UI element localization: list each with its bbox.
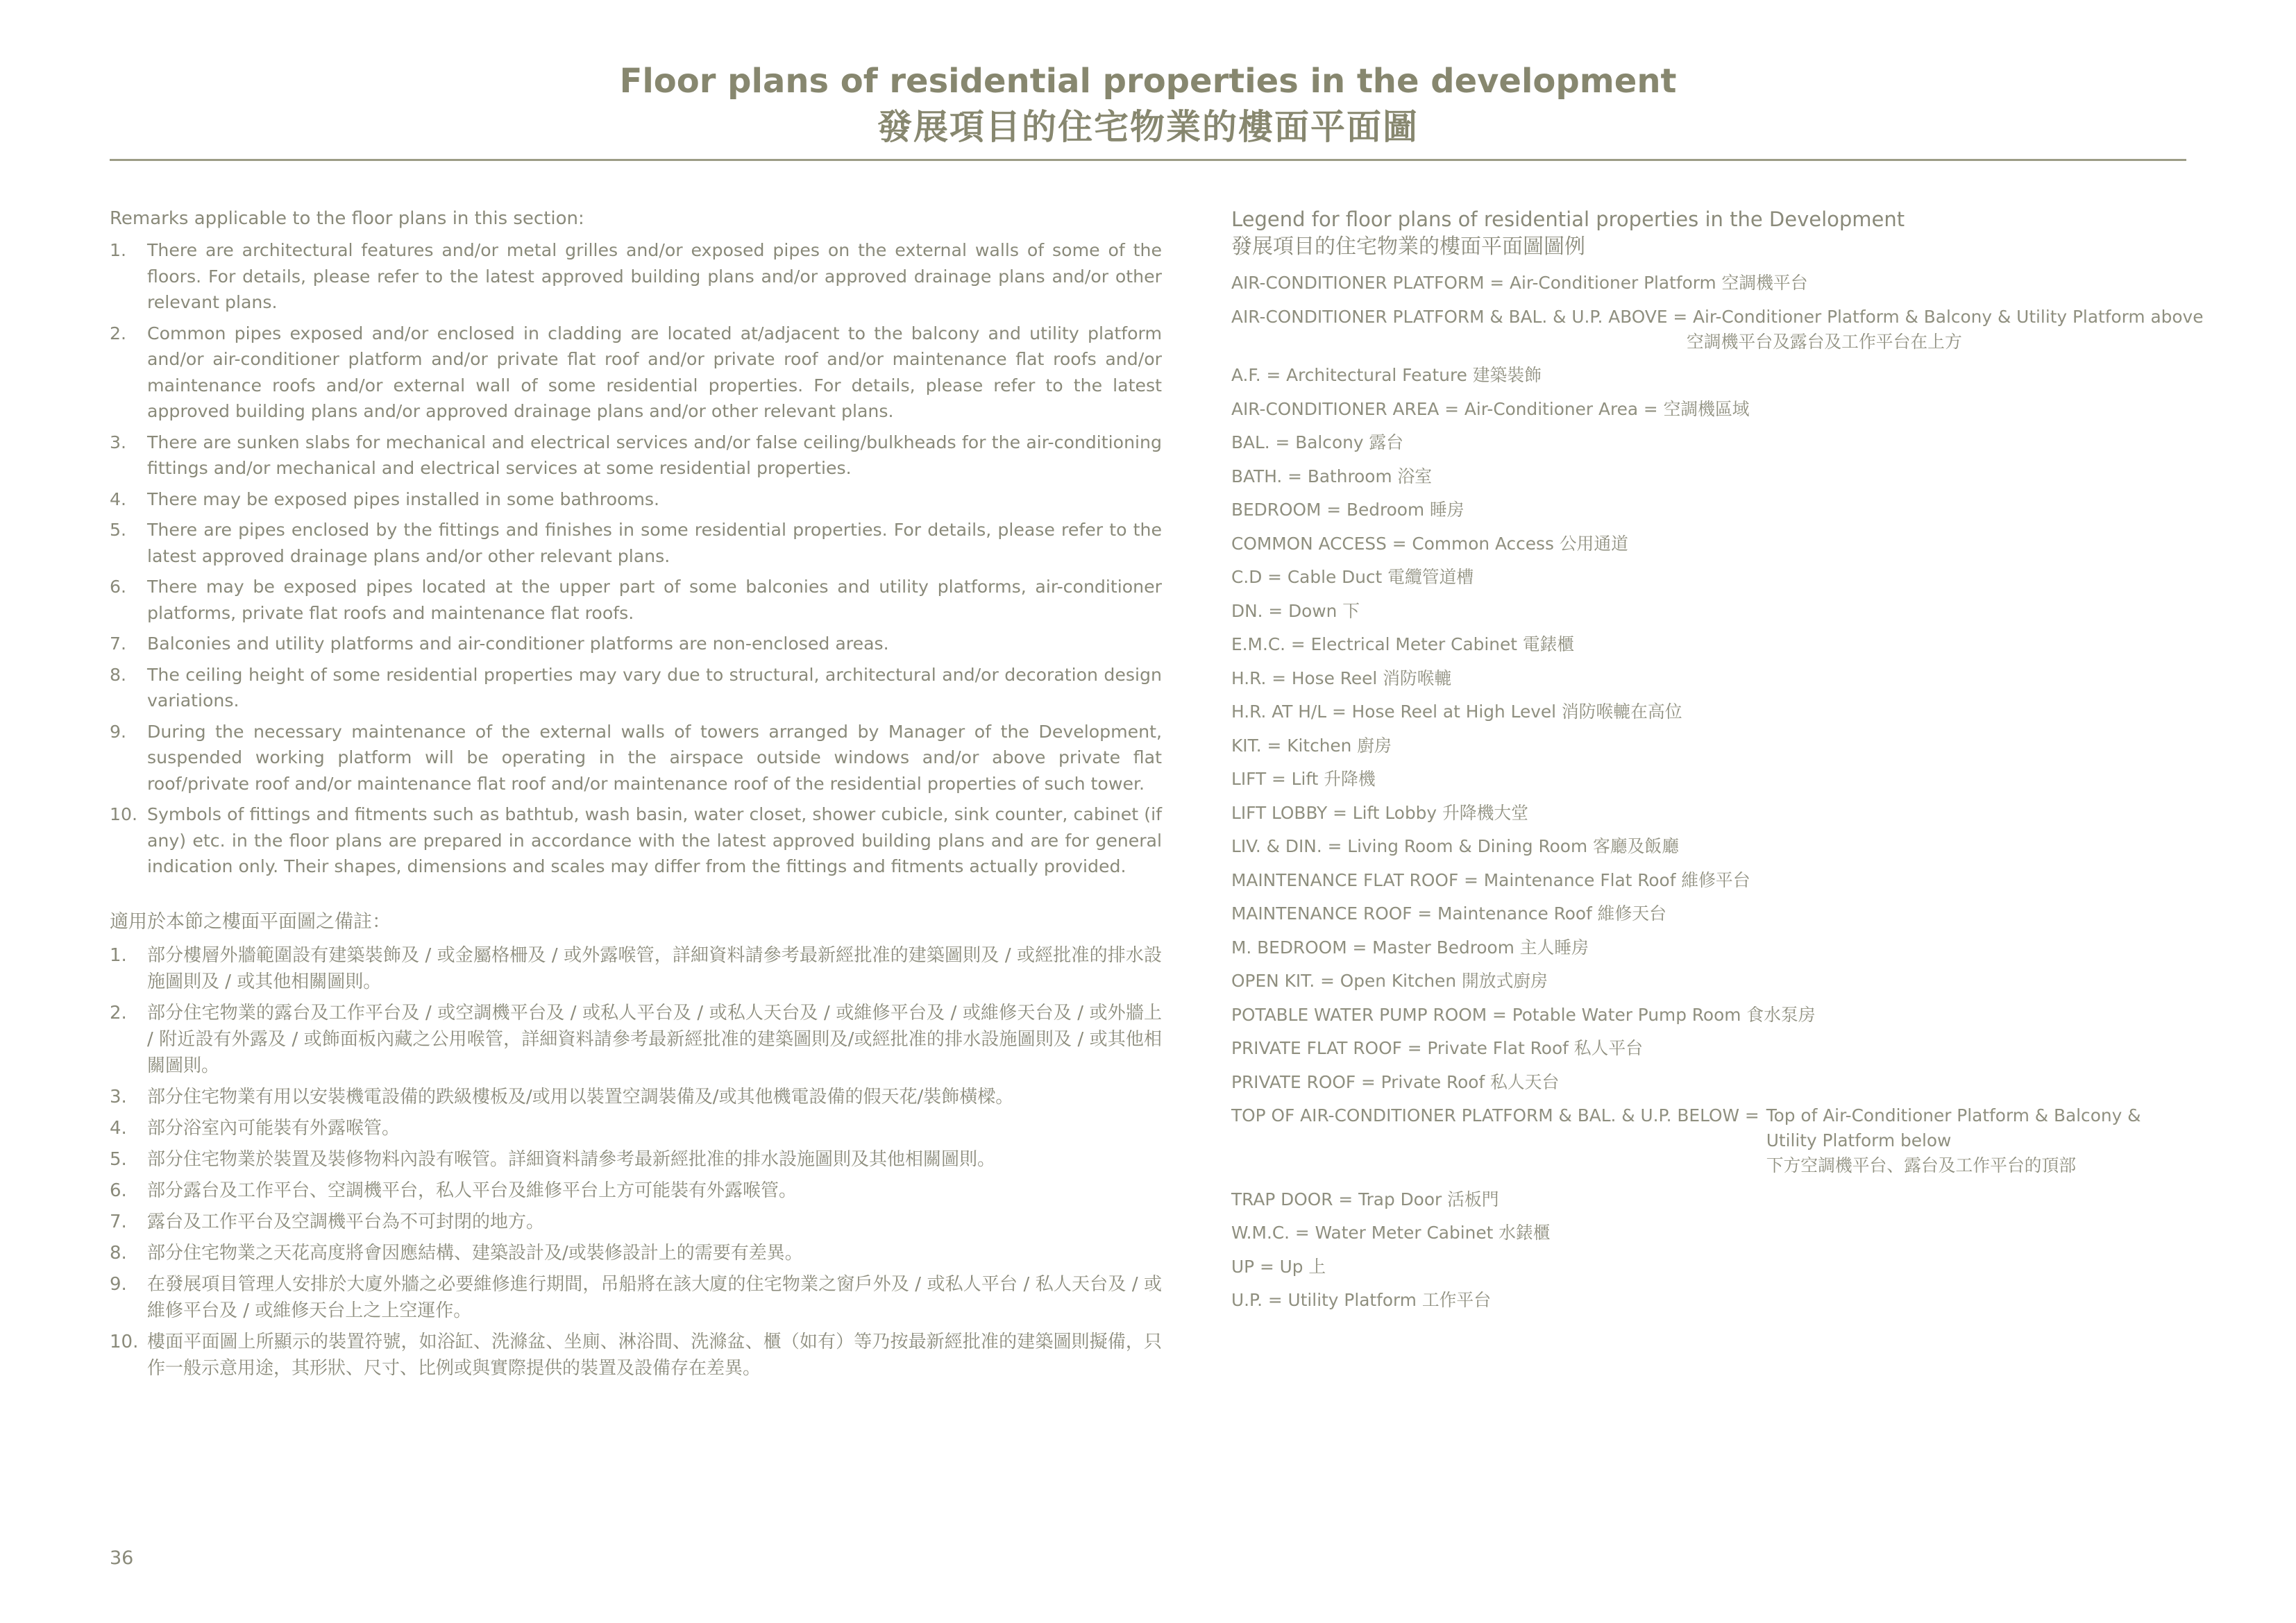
legend-item: POTABLE WATER PUMP ROOM = Potable Water Pump Room 食水泵房	[1231, 1004, 1816, 1025]
legend-item: TRAP DOOR = Trap Door 活板門	[1231, 1189, 1499, 1209]
legend-item: C.D = Cable Duct 電纜管道槽	[1231, 567, 1474, 587]
remark-text: There may be exposed pipes installed in some bathrooms.	[147, 488, 660, 509]
legend-item: BATH. = Bathroom 浴室	[1231, 466, 1433, 486]
legend-item: BAL. = Balcony 露台	[1231, 432, 1403, 452]
legend-column	[1231, 205, 2204, 1322]
remark-text: 樓面平面圖上所顯示的裝置符號，如浴缸、洗滌盆、坐廁、淋浴間、洗滌盆、櫃（如有）等乃按最新經批准的建築圖則擬備，只作一般示意用途，其形狀、尺寸、比例或與實際提供的裝置及設備存在差異。	[147, 1331, 1162, 1379]
legend-item: PRIVATE FLAT ROOF = Private Flat Roof 私人平台	[1231, 1038, 1643, 1058]
legend-item-text: AIR-CONDITIONER PLATFORM & BAL. & U.P. ABOVE = Air-Conditioner Platform & Balcony & Utility Platform above	[1231, 306, 2204, 327]
remark-item	[110, 719, 1162, 797]
legend-item: A.F. = Architectural Feature 建築裝飾	[1231, 365, 1542, 385]
page-title-chinese: 發展項目的住宅物業的樓面平面圖	[877, 107, 1419, 147]
remark-number: 7.	[110, 634, 127, 654]
remark-item	[110, 1240, 1162, 1266]
remark-text: 部分住宅物業有用以安裝機電設備的跌級樓板及/或用以裝置空調裝備及/或其他機電設備的假天花/裝飾橫樑。	[147, 1086, 1014, 1107]
remark-text: 露台及工作平台及空調機平台為不可封閉的地方。	[147, 1211, 545, 1232]
remark-text: There may be exposed pipes located at the upper part of some balconies and utility platforms, air-conditioner platforms, private flat roofs and maintenance flat roofs.	[147, 577, 1162, 623]
remark-number: 9.	[110, 721, 127, 742]
remark-number: 10.	[110, 1331, 139, 1352]
remark-item	[110, 1178, 1162, 1204]
remarks-column	[110, 205, 1162, 1386]
legend-item: AIR-CONDITIONER PLATFORM = Air-Conditioner Platform 空調機平台	[1231, 273, 1808, 293]
legend-item: KIT. = Kitchen 廚房	[1231, 735, 1392, 756]
legend-item: H.R. AT H/L = Hose Reel at High Level 消防喉轆在高位	[1231, 702, 1682, 722]
page-number: 36	[110, 1547, 134, 1569]
legend-item-continuation: 空調機平台及露台及工作平台在上方	[1687, 331, 1962, 352]
remark-number: 10.	[110, 804, 138, 824]
legend-item: U.P. = Utility Platform 工作平台	[1231, 1290, 1492, 1310]
remark-item	[110, 631, 1162, 657]
remark-text: 部分浴室內可能裝有外露喉管。	[147, 1117, 400, 1139]
legend-item: M. BEDROOM = Master Bedroom 主人睡房	[1231, 937, 1589, 958]
remark-text: Balconies and utility platforms and air-conditioner platforms are non-enclosed areas.	[147, 634, 889, 654]
remark-number: 4.	[110, 1117, 127, 1139]
legend-item: LIV. & DIN. = Living Room & Dining Room 客廳及飯廳	[1231, 836, 1679, 856]
legend-item: AIR-CONDITIONER AREA = Air-Conditioner Area = 空調機區域	[1231, 398, 1750, 419]
legend-item	[1231, 1103, 2189, 1178]
remark-number: 1.	[110, 944, 127, 966]
remark-number: 3.	[110, 1086, 127, 1107]
legend-item: OPEN KIT. = Open Kitchen 開放式廚房	[1231, 971, 1548, 991]
remark-number: 2.	[110, 323, 127, 343]
remark-item	[110, 1000, 1162, 1079]
remark-item	[110, 662, 1162, 714]
legend-item: DN. = Down 下	[1231, 600, 1360, 621]
remark-item	[110, 1329, 1162, 1382]
remark-item	[110, 574, 1162, 626]
remark-text: Common pipes exposed and/or enclosed in cladding are located at/adjacent to the balcony and utility platform and/or air-conditioner platform and/or private flat roof and/or private roof and/or maintenance flat roofs and/or maintenance roofs and/or external wall of some residential properties. For details, please refer to the latest approved building plans and/or approved drainage plans and/or other relevant plans.	[147, 323, 1162, 421]
remark-item	[110, 801, 1162, 880]
legend-item-value-zh: 下方空調機平台、露台及工作平台的頂部	[1766, 1155, 2077, 1175]
legend-item: E.M.C. = Electrical Meter Cabinet 電錶櫃	[1231, 634, 1575, 654]
remark-text: 部分樓層外牆範圍設有建築裝飾及 / 或金屬格柵及 / 或外露喉管，詳細資料請參考最新經批准的建築圖則及 / 或經批准的排水設施圖則及 / 或其他相關圖則。	[147, 944, 1162, 992]
remark-number: 8.	[110, 1242, 127, 1264]
remark-item	[110, 1084, 1162, 1110]
remarks-list-chinese	[110, 942, 1162, 1382]
legend-title-chinese: 發展項目的住宅物業的樓面平面圖圖例	[1231, 235, 1585, 259]
remark-text: 部分住宅物業的露台及工作平台及 / 或空調機平台及 / 或私人平台及 / 或私人天台及 / 或維修平台及 / 或維修天台及 / 或外牆上 / 附近設有外露及 / 或飾面板內藏之公用喉管，詳細資料請參考最新經批准的建築圖則及/或經批准的排水設施圖則及 / 或其他相關圖則。	[147, 1002, 1162, 1076]
remark-number: 8.	[110, 664, 127, 685]
remark-text: 部分住宅物業於裝置及裝修物料內設有喉管。詳細資料請參考最新經批准的排水設施圖則及其他相關圖則。	[147, 1148, 996, 1170]
remark-item	[110, 1209, 1162, 1235]
remark-text: The ceiling height of some residential properties may vary due to structural, architectural and/or decoration design variations.	[147, 664, 1162, 711]
remark-item	[110, 942, 1162, 995]
remark-item	[110, 1146, 1162, 1173]
legend-item: MAINTENANCE FLAT ROOF = Maintenance Flat Roof 維修平台	[1231, 869, 1750, 890]
legend-item: MAINTENANCE ROOF = Maintenance Roof 維修天台	[1231, 903, 1666, 924]
remark-text: There are pipes enclosed by the fittings and finishes in some residential properties. For details, please refer to the latest approved drainage plans and/or other relevant plans.	[147, 520, 1162, 566]
remarks-list	[110, 237, 1162, 880]
remarks-heading-chinese: 適用於本節之樓面平面圖之備註：	[110, 910, 391, 933]
remark-text: 部分露台及工作平台、空調機平台，私人平台及維修平台上方可能裝有外露喉管。	[147, 1180, 797, 1201]
remark-number: 2.	[110, 1002, 127, 1023]
remark-item	[110, 1271, 1162, 1324]
remark-item	[110, 237, 1162, 316]
remark-text: 部分住宅物業之天花高度將會因應結構、建築設計及/或裝修設計上的需要有差異。	[147, 1242, 803, 1264]
remark-item	[110, 321, 1162, 425]
legend-item-value-en: Top of Air-Conditioner Platform & Balcony & Utility Platform below	[1766, 1105, 2141, 1150]
legend-item: PRIVATE ROOF = Private Roof 私人天台	[1231, 1071, 1560, 1092]
legend-item: LIFT LOBBY = Lift Lobby 升降機大堂	[1231, 802, 1528, 823]
remark-number: 3.	[110, 432, 127, 452]
legend-item: BEDROOM = Bedroom 睡房	[1231, 500, 1464, 520]
remark-number: 1.	[110, 240, 127, 260]
legend-item: W.M.C. = Water Meter Cabinet 水錶櫃	[1231, 1223, 1551, 1243]
remark-text: There are architectural features and/or metal grilles and/or exposed pipes on the external walls of some of the floors. For details, please refer to the latest approved building plans and/or approved drainage plans and/or other relevant plans.	[147, 240, 1162, 312]
remark-number: 6.	[110, 1180, 127, 1201]
legend-item: UP = Up 上	[1231, 1256, 1326, 1277]
remark-text: There are sunken slabs for mechanical and electrical services and/or false ceiling/bulkheads for the air-conditioning fittings and/or mechanical and electrical services at some residential properties.	[147, 432, 1162, 478]
remark-number: 7.	[110, 1211, 127, 1232]
page-header	[110, 58, 2186, 150]
legend-item	[1231, 305, 2204, 355]
remark-number: 4.	[110, 488, 127, 509]
remark-number: 6.	[110, 577, 127, 597]
legend-item: H.R. = Hose Reel 消防喉轆	[1231, 668, 1452, 688]
remark-text: During the necessary maintenance of the external walls of towers arranged by Manager of the Development, suspended working platform will be operating in the airspace outside windows and/or above private flat roof/private roof and/or maintenance flat roof and/or maintenance roof of the residential properties of such tower.	[147, 721, 1162, 794]
remark-item	[110, 517, 1162, 569]
legend-title: Legend for floor plans of residential properties in the Development	[1231, 207, 1905, 231]
legend-item: COMMON ACCESS = Common Access 公用通道	[1231, 533, 1628, 554]
remark-number: 5.	[110, 520, 127, 540]
legend-item: LIFT = Lift 升降機	[1231, 769, 1376, 789]
remark-item	[110, 430, 1162, 482]
remark-number: 5.	[110, 1148, 127, 1170]
remark-text: Symbols of fittings and fitments such as bathtub, wash basin, water closet, shower cubicle, sink counter, cabinet (if any) etc. in the floor plans are prepared in accordance with the latest approved building plans and are for general indication only. Their shapes, dimensions and scales may differ from the fittings and fitments actually provided.	[147, 804, 1162, 876]
remark-number: 9.	[110, 1273, 127, 1295]
legend-item-key: TOP OF AIR-CONDITIONER PLATFORM & BAL. & U.P. BELOW =	[1231, 1105, 1759, 1125]
remark-item	[110, 486, 1162, 513]
header-divider	[110, 159, 2186, 161]
remark-item	[110, 1115, 1162, 1141]
page-title: Floor plans of residential properties in the development	[619, 62, 1677, 101]
remarks-heading: Remarks applicable to the floor plans in this section:	[110, 208, 584, 229]
legend-item-value	[1759, 1103, 2155, 1178]
remark-text: 在發展項目管理人安排於大廈外牆之必要維修進行期間，吊船將在該大廈的住宅物業之窗戶外及 / 或私人平台 / 私人天台及 / 或維修平台及 / 或維修天台上之上空運作。	[147, 1273, 1162, 1321]
